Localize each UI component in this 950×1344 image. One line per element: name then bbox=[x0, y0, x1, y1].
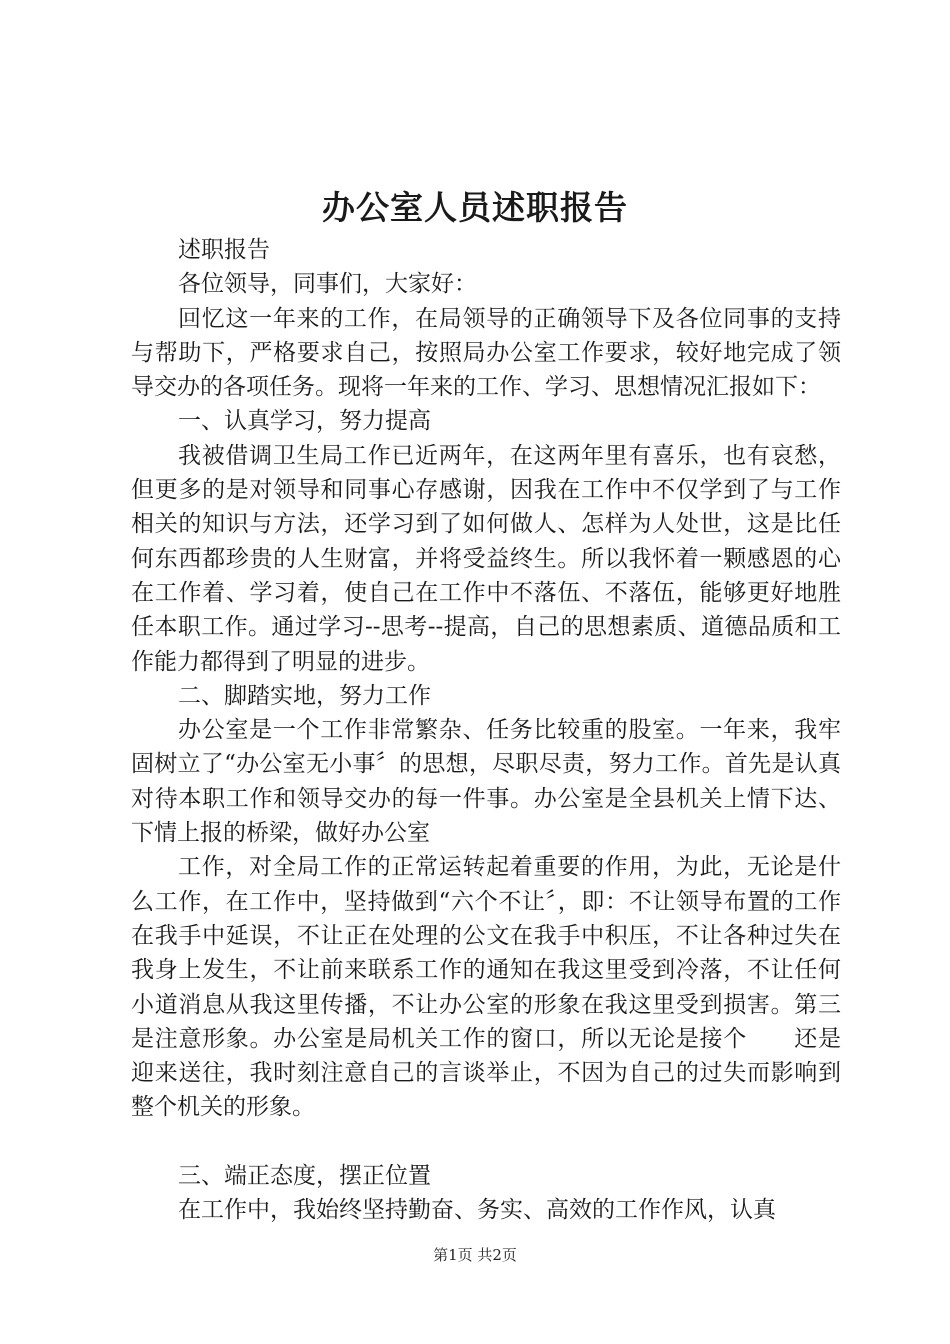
section-heading-1: 一、认真学习，努力提高 bbox=[178, 408, 431, 435]
page-footer: 第1页 共2页 bbox=[433, 1246, 517, 1264]
section-heading-2: 二、脚踏实地，努力工作 bbox=[178, 682, 431, 709]
section-heading-3: 三、端正态度，摆正位置 bbox=[178, 1162, 431, 1189]
document-title: 办公室人员述职报告 bbox=[322, 188, 628, 227]
paragraph-section-3: 在工作中，我始终坚持勤奋、务实、高效的工作作风，认真 bbox=[178, 1197, 776, 1224]
heading-report: 述职报告 bbox=[178, 237, 270, 263]
document-body bbox=[131, 233, 841, 1227]
paragraph-section-2a: 办公室是一个工作非常繁杂、任务比较重的股室。一年来，我牢固树立了“办公室无小事〞的思想，尽职尽责，努力工作。首先是认真对待本职工作和领导交办的每一件事。办公室是全县机关上情下达、下情上报的桥梁，做好办公室 bbox=[131, 717, 841, 847]
paragraph-section-2b: 工作，对全局工作的正常运转起着重要的作用，为此，无论是什么工作，在工作中，坚持做到“六个不让〞，即：不让领导布置的工作在我手中延误，不让正在处理的公文在我手中积压，不让各种过失在我身上发生，不让前来联系工作的通知在我这里受到冷落，不让任何小道消息从我这里传播，不让办公室的形象在我这里受到损害。第三是注意形象。办公室是局机关工作的窗口，所以无论是接个 还是迎来送往，我时刻注意自己的言谈举止，不因为自己的过失而影响到整个机关的形象。 bbox=[131, 854, 841, 1121]
salutation: 各位领导，同事们，大家好： bbox=[178, 271, 477, 298]
paragraph-intro: 回忆这一年来的工作，在局领导的正确领导下及各位同事的支持与帮助下，严格要求自己，按照局办公室工作要求，较好地完成了领导交办的各项任务。现将一年来的工作、学习、思想情况汇报如下： bbox=[131, 305, 841, 401]
paragraph-section-1: 我被借调卫生局工作已近两年，在这两年里有喜乐，也有哀愁，但更多的是对领导和同事心存感谢，因我在工作中不仅学到了与工作相关的知识与方法，还学习到了如何做人、怎样为人处世，这是比任何东西都珍贵的人生财富，并将受益终生。所以我怀着一颗感恩的心在工作着、学习着，使自己在工作中不落伍、不落伍，能够更好地胜任本职工作。通过学习--思考--提高，自己的思想素质、道德品质和工作能力都得到了明显的进步。 bbox=[131, 442, 841, 675]
